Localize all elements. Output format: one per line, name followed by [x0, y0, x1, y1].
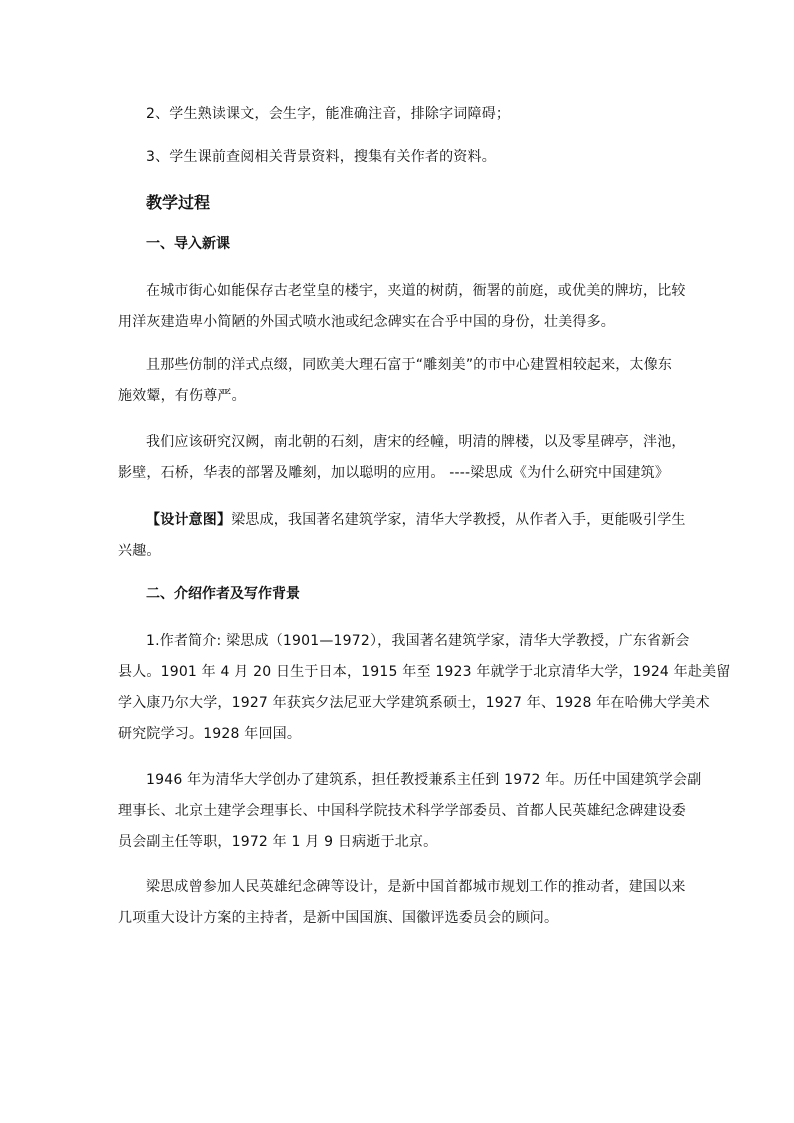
paragraph-line: 我们应该研究汉阙，南北朝的石刻，唐宋的经幢，明清的牌楼，以及零星碑亭，泮池， — [146, 434, 686, 450]
design-intent-line — [146, 505, 706, 536]
contribution-paragraph — [118, 872, 706, 934]
paragraph-line: 理事长、北京土建学会理事长、中国科学院技术科学学部委员、首都人民英雄纪念碑建设委 — [118, 803, 686, 819]
paragraph-line: 且那些仿制的洋式点缀，同欧美大理石富于“雕刻美”的市中心建置相较起来，太像东 — [146, 357, 673, 373]
paragraph-line: 员会副主任等职，1972 年 1 月 9 日病逝于北京。 — [118, 834, 438, 850]
paragraph-line: 梁思成曾参加人民英雄纪念碑等设计，是新中国首都城市规划工作的推动者，建国以来 — [146, 879, 686, 895]
career-paragraph — [118, 765, 706, 858]
item-2-text: 2、学生熟读课文，会生字，能准确注音，排除字词障碍； — [146, 106, 511, 122]
paragraph-line: 施效颦，有伤尊严。 — [118, 388, 246, 404]
section-title: 教学过程 — [146, 193, 211, 212]
paragraph-line: 几项重大设计方案的主持者，是新中国国旗、国徽评选委员会的顾问。 — [118, 910, 559, 926]
design-intent-paragraph — [118, 505, 706, 567]
paragraph-line: 县人。1901 年 4 月 20 日生于日本，1915 年至 1923 年就学于北京清华大学，1924 年赴美留 — [118, 664, 731, 680]
intro-paragraph-3 — [118, 427, 706, 489]
section-1-heading: 一、导入新课 — [146, 236, 230, 252]
paragraph-line: 学入康乃尔大学，1927 年获宾夕法尼亚大学建筑系硕士，1927 年、1928 年在哈佛大学美术 — [118, 695, 710, 711]
paragraph-line: 1946 年为清华大学创办了建筑系，担任教授兼系主任到 1972 年。历任中国建筑学会副 — [146, 772, 702, 788]
paragraph-line: 在城市街心如能保存古老堂皇的楼宇，夹道的树荫，衙署的前庭，或优美的牌坊，比较 — [146, 283, 686, 299]
intro-paragraph-1 — [118, 276, 706, 338]
list-item-2 — [146, 99, 706, 130]
author-bio-paragraph — [118, 626, 731, 750]
list-item-3 — [146, 142, 706, 173]
paragraph-line: 1.作者简介: 梁思成（1901—1972），我国著名建筑学家，清华大学教授，广东省新会 — [146, 633, 690, 649]
design-intent-text: 梁思成，我国著名建筑学家，清华大学教授，从作者入手，更能吸引学生 — [231, 512, 686, 528]
intro-paragraph-2 — [118, 350, 706, 412]
paragraph-line: 兴趣。 — [118, 543, 161, 559]
design-intent-label: 【设计意图】 — [146, 512, 232, 528]
item-3-text: 3、学生课前查阅相关背景资料，搜集有关作者的资料。 — [146, 149, 496, 165]
paragraph-line: 影壁，石桥，华表的部署及雕刻，加以聪明的应用。 ----梁思成《为什么研究中国建筑》 — [118, 465, 670, 481]
paragraph-line: 研究院学习。1928 年回国。 — [118, 726, 302, 742]
section-2-heading: 二、介绍作者及写作背景 — [146, 586, 300, 602]
paragraph-line: 用洋灰建造卑小简陋的外国式喷水池或纪念碑实在合乎中国的身份，壮美得多。 — [118, 314, 615, 330]
